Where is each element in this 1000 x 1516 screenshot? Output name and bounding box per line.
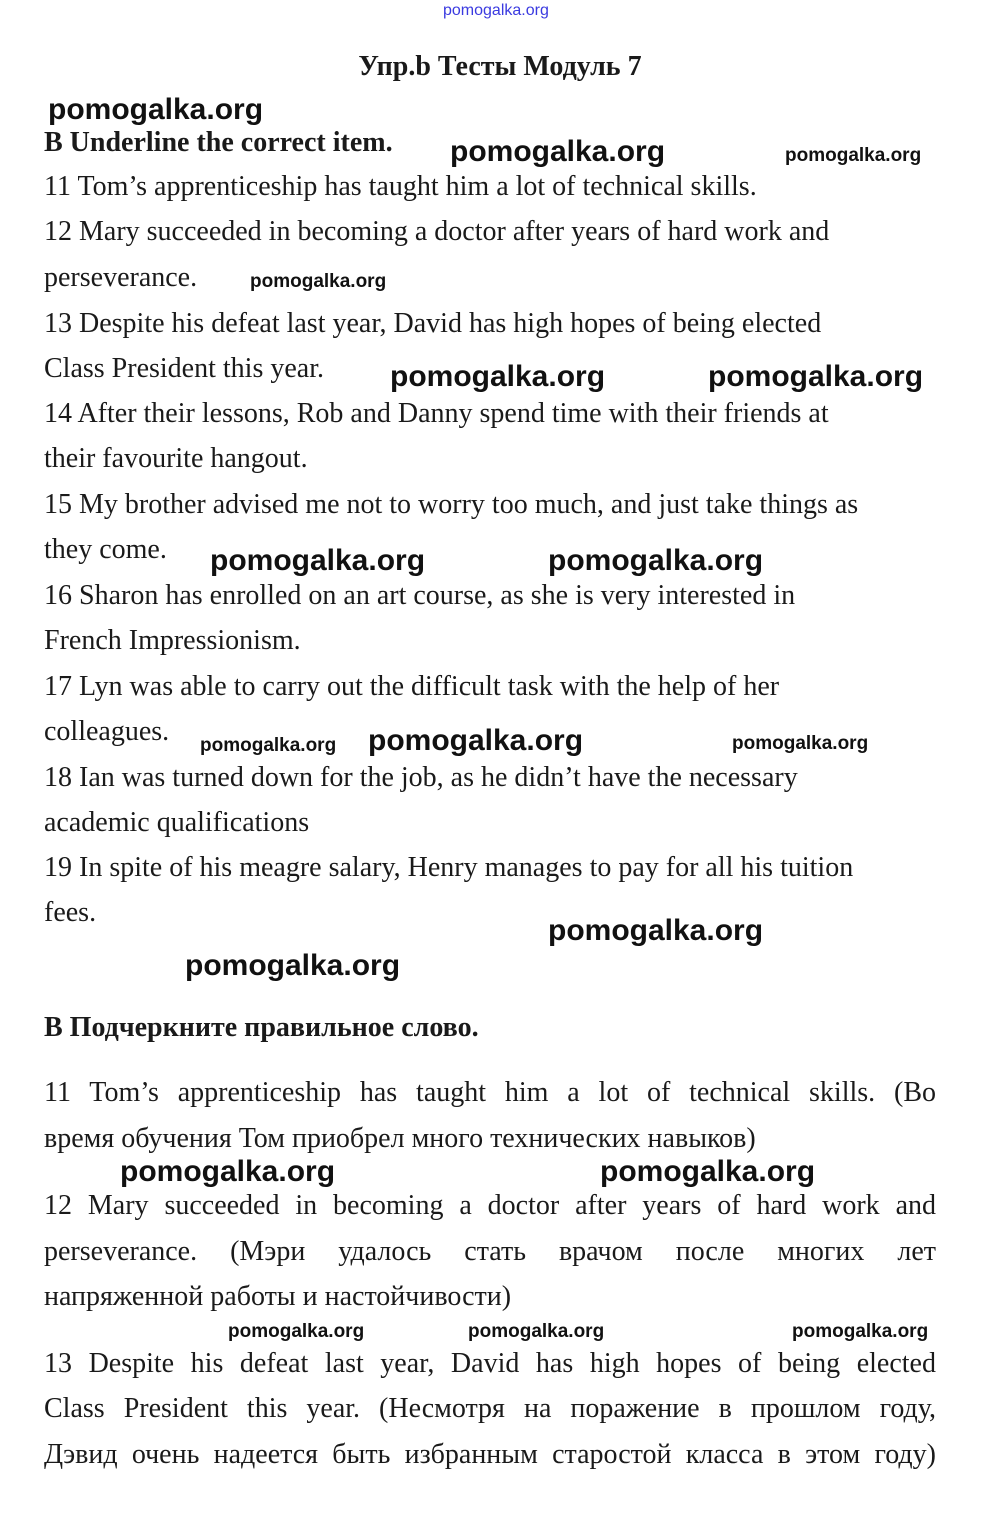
- text-line: 11 Tom’s apprenticeship has taught him a lot of technical skills.: [44, 171, 757, 202]
- section-heading-ru: В Подчеркните правильное слово.: [44, 1012, 479, 1043]
- watermark: pomogalka.org: [468, 1321, 605, 1342]
- watermark: pomogalka.org: [120, 1155, 336, 1188]
- text-line: French Impressionism.: [44, 625, 301, 656]
- watermark: pomogalka.org: [390, 360, 606, 393]
- text-line: perseverance. (Мэри удалось стать врачом после многих лет: [44, 1236, 936, 1267]
- text-line: perseverance.: [44, 262, 198, 293]
- watermark: pomogalka.org: [732, 733, 869, 754]
- text-line: 11 Tom’s apprenticeship has taught him a lot of technical skills. (Во: [44, 1077, 936, 1108]
- watermark: pomogalka.org: [548, 544, 764, 577]
- text-line: 16 Sharon has enrolled on an art course, as she is very interested in: [44, 580, 796, 611]
- text-line: напряженной работы и настойчивости): [44, 1281, 512, 1312]
- watermark: pomogalka.org: [250, 271, 387, 292]
- text-line: academic qualifications: [44, 807, 310, 838]
- text-line: Class President this year. (Несмотря на поражение в прошлом году,: [44, 1393, 936, 1424]
- text-line: Class President this year.: [44, 353, 324, 384]
- text-line: fees.: [44, 897, 97, 928]
- watermark: pomogalka.org: [792, 1321, 929, 1342]
- text-line: their favourite hangout.: [44, 443, 308, 474]
- text-line: время обучения Том приобрел много технических навыков): [44, 1123, 756, 1154]
- text-line: 12 Mary succeeded in becoming a doctor after years of hard work and: [44, 216, 830, 247]
- watermark: pomogalka.org: [708, 360, 924, 393]
- watermark: pomogalka.org: [785, 145, 922, 166]
- text-line: 19 In spite of his meagre salary, Henry manages to pay for all his tuition: [44, 852, 854, 883]
- watermark: pomogalka.org: [443, 2, 549, 19]
- watermark: pomogalka.org: [450, 135, 666, 168]
- text-line: 15 My brother advised me not to worry too much, and just take things as: [44, 489, 859, 520]
- watermark: pomogalka.org: [200, 735, 337, 756]
- text-line: 13 Despite his defeat last year, David has high hopes of being elected: [44, 308, 822, 339]
- text-line: 14 After their lessons, Rob and Danny spend time with their friends at: [44, 398, 829, 429]
- watermark: pomogalka.org: [210, 544, 426, 577]
- text-line: Дэвид очень надеется быть избранным старостой класса в этом году): [44, 1439, 936, 1470]
- section-heading-en: B Underline the correct item.: [44, 127, 393, 158]
- watermark: pomogalka.org: [48, 93, 264, 126]
- text-line: colleagues.: [44, 716, 170, 747]
- watermark: pomogalka.org: [185, 949, 401, 982]
- watermark: pomogalka.org: [600, 1155, 816, 1188]
- text-line: 17 Lyn was able to carry out the difficult task with the help of her: [44, 671, 780, 702]
- watermark: pomogalka.org: [228, 1321, 365, 1342]
- text-line: 18 Ian was turned down for the job, as he didn’t have the necessary: [44, 762, 798, 793]
- text-line: 12 Mary succeeded in becoming a doctor after years of hard work and: [44, 1190, 936, 1221]
- watermark: pomogalka.org: [368, 724, 584, 757]
- text-line: 13 Despite his defeat last year, David has high hopes of being elected: [44, 1348, 936, 1379]
- text-line: they come.: [44, 534, 167, 565]
- page-title: Упр.b Тесты Модуль 7: [358, 51, 642, 82]
- watermark: pomogalka.org: [548, 914, 764, 947]
